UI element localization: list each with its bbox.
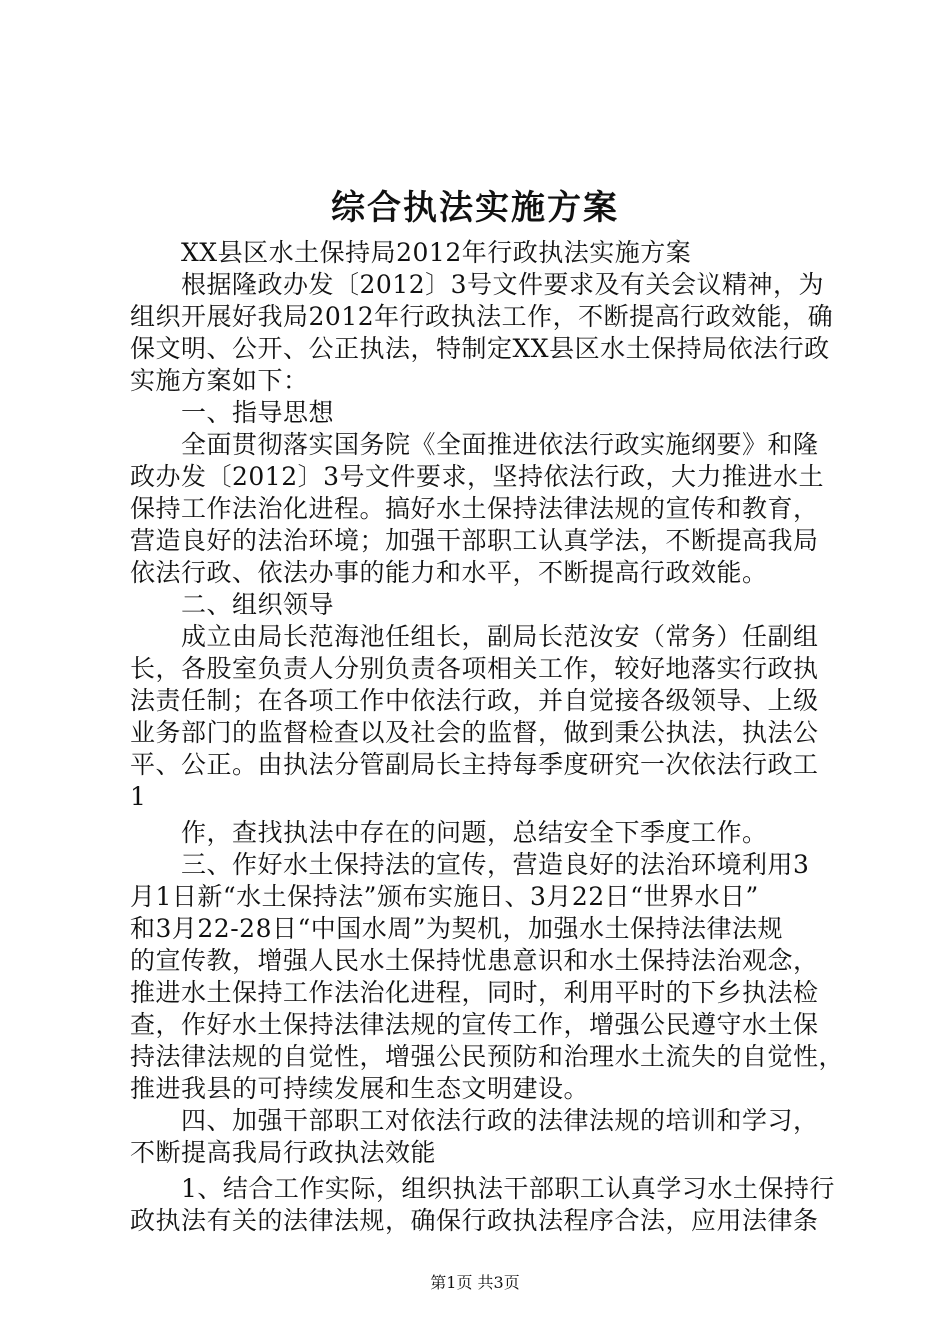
text-line: 持法律法规的自觉性，增强公民预防和治理水土流失的自觉性， xyxy=(130,1042,845,1071)
text-line: 全面贯彻落实国务院《全面推进依法行政实施纲要》和隆 xyxy=(130,430,819,459)
text-line: 政办发〔2012〕3号文件要求，坚持依法行政，大力推进水土 xyxy=(130,462,825,491)
stray-page-number: 1 xyxy=(130,782,147,811)
text-line: 月1日新“水土保持法”颁布实施日、3月22日“世界水日” xyxy=(130,882,759,911)
text-line: 不断提高我局行政执法效能 xyxy=(130,1138,437,1167)
text-line: 三、作好水土保持法的宣传，营造良好的法治环境利用3 xyxy=(130,850,810,879)
text-line: 营造良好的法治环境；加强干部职工认真学法，不断提高我局 xyxy=(130,526,819,555)
text-line: 推进我县的可持续发展和生态文明建设。 xyxy=(130,1074,590,1103)
text-line: 查，作好水土保持法律法规的宣传工作，增强公民遵守水土保 xyxy=(130,1010,819,1039)
document-body xyxy=(130,237,845,1237)
section-heading: 二、组织领导 xyxy=(130,590,335,619)
text-line: 法责任制；在各项工作中依法行政，并自觉接各级领导、上级 xyxy=(130,686,819,715)
text-line: 业务部门的监督检查以及社会的监督，做到秉公执法，执法公 xyxy=(130,718,819,747)
text-line: 1、结合工作实际，组织执法干部职工认真学习水土保持行 xyxy=(130,1174,835,1203)
section-heading: 四、加强干部职工对依法行政的法律法规的培训和学习， xyxy=(130,1106,819,1135)
section-heading: 一、指导思想 xyxy=(130,398,335,427)
text-line: 依法行政、依法办事的能力和水平，不断提高行政效能。 xyxy=(130,558,768,587)
text-line: 长，各股室负责人分别负责各项相关工作，较好地落实行政执 xyxy=(130,654,819,683)
text-line: 保文明、公开、公正执法，特制定XX县区水土保持局依法行政 xyxy=(130,334,830,363)
text-line: 保持工作法治化进程。搞好水土保持法律法规的宣传和教育， xyxy=(130,494,819,523)
text-line: XX县区水土保持局2012年行政执法实施方案 xyxy=(130,238,692,267)
text-line: 平、公正。由执法分管副局长主持每季度研究一次依法行政工 xyxy=(130,750,819,779)
page-footer: 第1页 共3页 xyxy=(430,1273,520,1292)
text-line: 推进水土保持工作法治化进程，同时，利用平时的下乡执法检 xyxy=(130,978,819,1007)
text-line: 根据隆政办发〔2012〕3号文件要求及有关会议精神，为 xyxy=(130,270,825,299)
text-line: 的宣传教，增强人民水土保持忧患意识和水土保持法治观念， xyxy=(130,946,819,975)
text-line: 政执法有关的法律法规，确保行政执法程序合法，应用法律条 xyxy=(130,1206,819,1235)
text-line: 组织开展好我局2012年行政执法工作，不断提高行政效能，确 xyxy=(130,302,834,331)
text-line: 成立由局长范海池任组长，副局长范汝安（常务）任副组 xyxy=(130,622,819,651)
document-title: 综合执法实施方案 xyxy=(331,188,619,228)
text-line: 和3月22-28日“中国水周”为契机，加强水土保持法律法规 xyxy=(130,914,784,943)
text-line: 作，查找执法中存在的问题，总结安全下季度工作。 xyxy=(130,818,768,847)
text-line: 实施方案如下： xyxy=(130,366,309,395)
